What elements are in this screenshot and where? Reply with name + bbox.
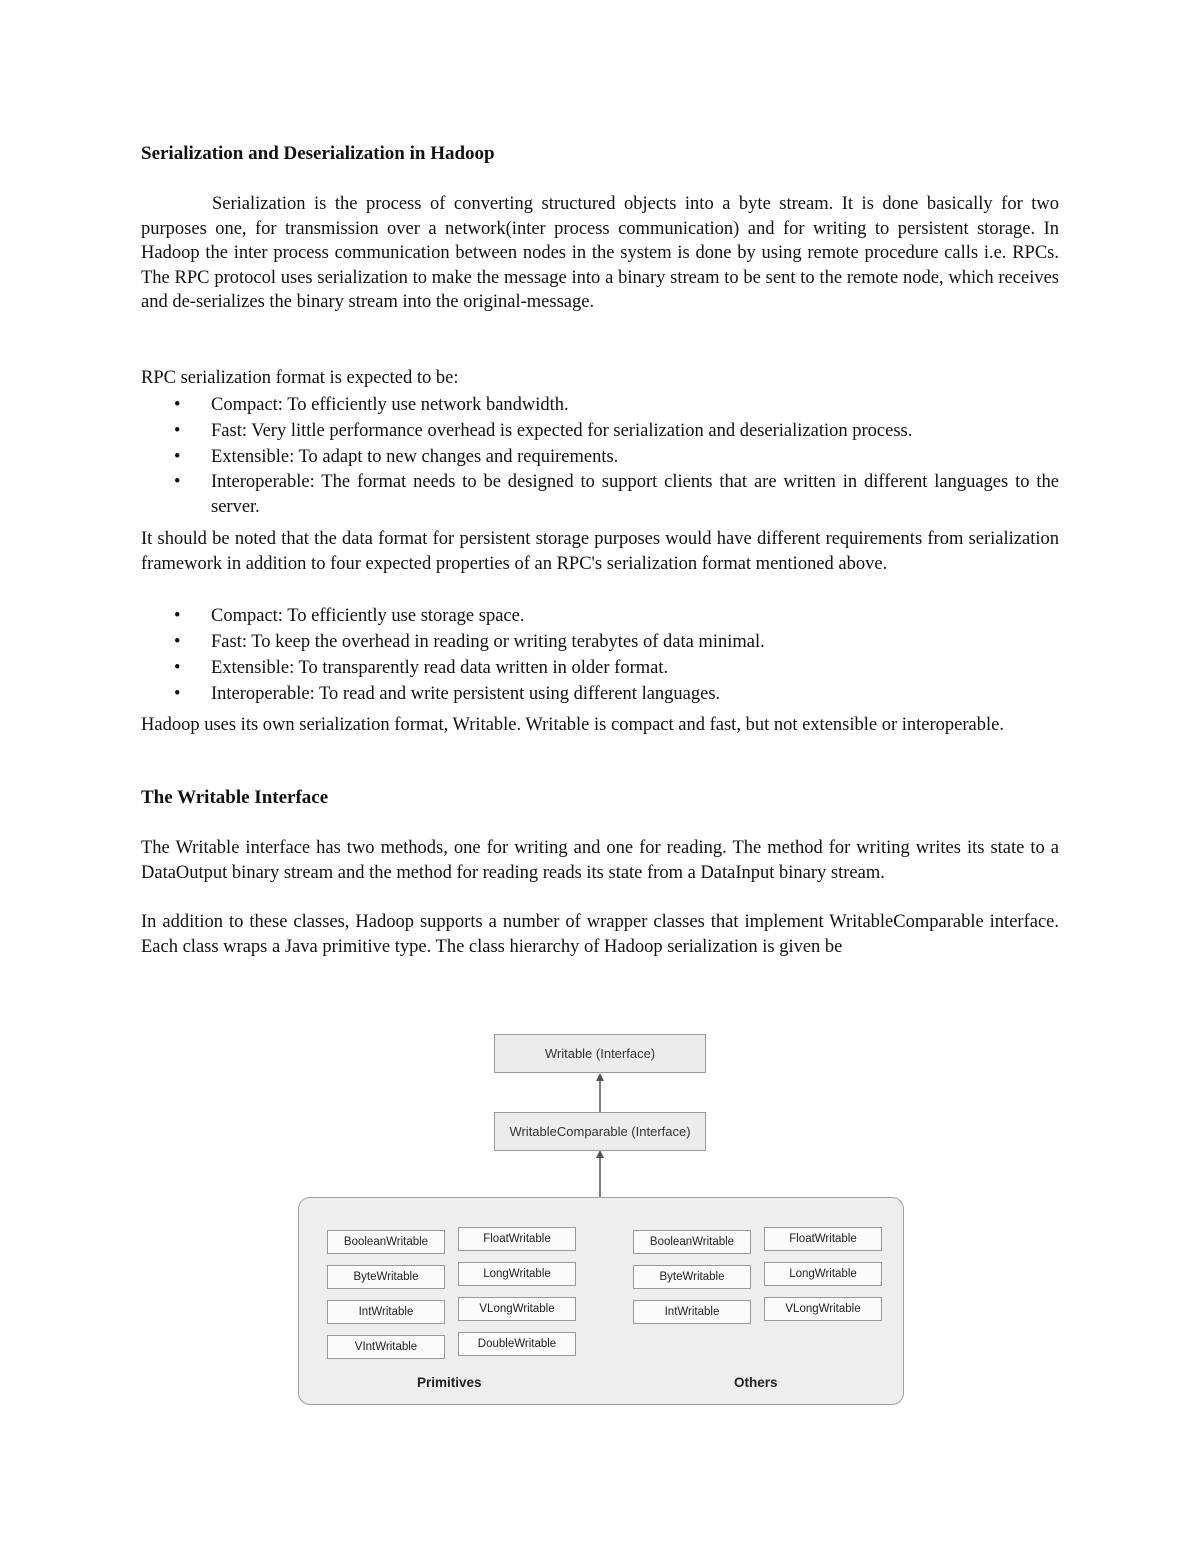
- bullet-icon: •: [174, 472, 181, 492]
- class-box: ByteWritable: [633, 1265, 751, 1289]
- class-box: BooleanWritable: [633, 1230, 751, 1254]
- list-item: • Compact: To efficiently use network bandwidth.: [141, 392, 1059, 418]
- class-box: LongWritable: [764, 1262, 882, 1286]
- class-box: LongWritable: [458, 1262, 576, 1286]
- class-box: IntWritable: [327, 1300, 445, 1324]
- wrapper-classes-paragraph: In addition to these classes, Hadoop supports a number of wrapper classes that implement WritableComparable interface. Each class wraps a Java primitive type. The class hierarchy of Hadoop serialization is given be: [141, 912, 1059, 957]
- bullet-icon: •: [174, 606, 181, 626]
- arrowhead-icon: [596, 1073, 604, 1081]
- rpc-lead-text: RPC serialization format is expected to be:: [141, 368, 459, 388]
- list-item: • Fast: Very little performance overhead is expected for serialization and deserialization process.: [141, 418, 1059, 444]
- primitives-label: Primitives: [417, 1375, 482, 1390]
- class-box: FloatWritable: [764, 1227, 882, 1251]
- list-item: • Compact: To efficiently use storage space.: [141, 603, 1059, 629]
- writable-methods-paragraph: The Writable interface has two methods, one for writing and one for reading. The method for writing writes its state to a DataOutput binary stream and the method for reading reads its state from a DataInput binary stream.: [141, 838, 1059, 883]
- list-item: • Interoperable: The format needs to be designed to support clients that are written in different languages to the server.: [174, 472, 1059, 517]
- implementations-group: [298, 1197, 904, 1405]
- list-item: • Fast: To keep the overhead in reading or writing terabytes of data minimal.: [141, 629, 1059, 655]
- class-hierarchy-diagram: [296, 1032, 906, 1408]
- list-item: • Extensible: To transparently read data written in older format.: [141, 655, 1059, 681]
- section-title-serialization: Serialization and Deserialization in Hadoop: [141, 143, 495, 164]
- others-label: Others: [734, 1375, 778, 1390]
- section-title-writable-interface: The Writable Interface: [141, 787, 329, 808]
- writable-interface-box: Writable (Interface): [494, 1034, 706, 1073]
- class-box: IntWritable: [633, 1300, 751, 1324]
- storage-requirements-list: [141, 603, 1059, 707]
- bullet-icon: •: [174, 395, 181, 415]
- bullet-icon: •: [174, 421, 181, 441]
- bullet-icon: •: [174, 447, 181, 467]
- list-item: • Extensible: To adapt to new changes and requirements.: [141, 444, 1059, 470]
- class-box: ByteWritable: [327, 1265, 445, 1289]
- class-box: VLongWritable: [458, 1297, 576, 1321]
- arrowhead-icon: [596, 1150, 604, 1158]
- bullet-icon: •: [174, 658, 181, 678]
- class-box: VIntWritable: [327, 1335, 445, 1359]
- bullet-icon: •: [174, 632, 181, 652]
- class-box: VLongWritable: [764, 1297, 882, 1321]
- class-box: FloatWritable: [458, 1227, 576, 1251]
- bullet-icon: •: [174, 684, 181, 704]
- writable-comparable-interface-box: WritableComparable (Interface): [494, 1112, 706, 1151]
- class-box: BooleanWritable: [327, 1230, 445, 1254]
- intro-paragraph: Serialization is the process of converting structured objects into a byte stream. It is done basically for two purposes one, for transmission over a network(inter process communication) and for writing to persistent storage. In Hadoop the inter process communication between nodes in the system is done by using remote procedure calls i.e. RPCs. The RPC protocol uses serialization to make the message into a binary stream to be sent to the remote node, which receives and de-serializes the binary stream into the original-message.: [141, 194, 1059, 313]
- rpc-requirements-list: [141, 392, 1059, 519]
- hadoop-format-paragraph: Hadoop uses its own serialization format, Writable. Writable is compact and fast, but not extensible or interoperable.: [141, 715, 1004, 735]
- class-box: DoubleWritable: [458, 1332, 576, 1356]
- list-item: • Interoperable: To read and write persistent using different languages.: [141, 681, 1059, 707]
- storage-note-paragraph: It should be noted that the data format for persistent storage purposes would have different requirements from serialization framework in addition to four expected properties of an RPC's serialization format mentioned above.: [141, 529, 1059, 574]
